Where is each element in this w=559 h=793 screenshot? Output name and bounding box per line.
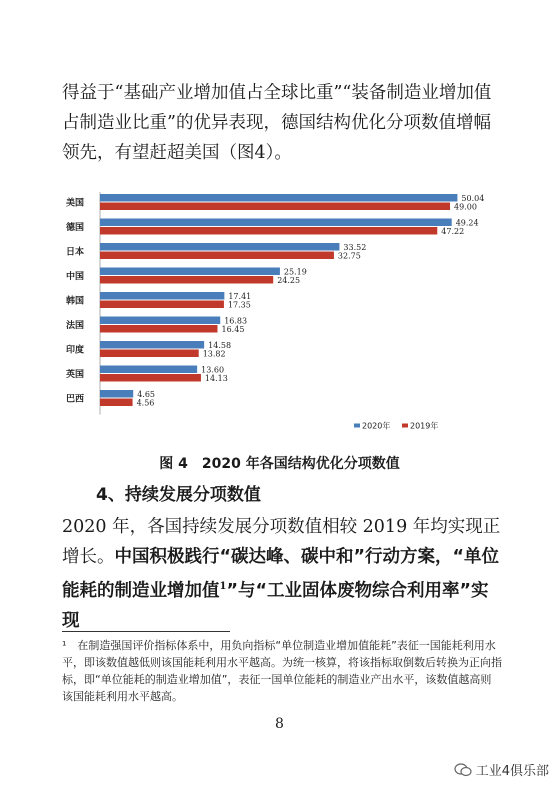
category-label: 中国 <box>66 272 85 282</box>
footnote-divider <box>62 631 230 632</box>
data-label: 14.13 <box>204 374 228 383</box>
data-label: 13.60 <box>201 365 225 375</box>
bar-2019 <box>100 325 218 333</box>
bar-2020 <box>100 194 457 202</box>
bar-2020 <box>100 243 339 251</box>
page-number: 8 <box>275 716 284 732</box>
data-label: 47.22 <box>441 227 465 236</box>
bar-2020 <box>100 341 204 349</box>
footnote: ¹ 在制造强国评价指标体系中，用负向指标“单位制造业增加值能耗”表征一国能耗利用水平，即该数值越低则该国能耗利用水平越高。为统一核算，将该指标取倒数后转换为正向指标，即“单位能耗的制造业增加值”，表征一国单位能耗的制造业产出水平，该数值越高则该国能耗利用水平越高。 <box>62 639 502 703</box>
body-paragraph <box>62 512 502 636</box>
data-label: 25.19 <box>283 267 307 277</box>
data-label: 49.24 <box>455 218 479 228</box>
data-label: 4.65 <box>137 390 156 399</box>
data-label: 49.00 <box>454 202 477 212</box>
data-label: 4.56 <box>136 398 155 408</box>
data-label: 24.25 <box>277 276 301 285</box>
bar-2020 <box>100 366 197 374</box>
legend-label: 2019年 <box>410 421 439 431</box>
category-label: 巴西 <box>66 394 85 405</box>
paragraph-bold-text-2: ”与“工业固体废物综合利用率”实现 <box>62 580 489 631</box>
legend-label: 2020年 <box>362 421 391 431</box>
category-label: 法国 <box>66 321 85 331</box>
wechat-icon <box>454 763 472 777</box>
bar-2020 <box>100 317 220 325</box>
bar-2020 <box>100 268 280 276</box>
bar-2019 <box>100 203 450 211</box>
bar-2019 <box>100 276 273 284</box>
data-label: 13.82 <box>202 349 226 359</box>
data-label: 16.83 <box>224 316 248 326</box>
legend-swatch <box>402 424 408 428</box>
category-label: 美国 <box>66 198 85 209</box>
category-label: 韩国 <box>66 296 85 307</box>
data-label: 14.58 <box>208 341 232 350</box>
bar-2019 <box>100 399 133 407</box>
data-label: 17.41 <box>228 292 252 301</box>
bar-2019 <box>100 227 437 235</box>
legend-swatch <box>354 424 360 428</box>
category-label: 日本 <box>66 247 85 258</box>
watermark-text: 工业4俱乐部 <box>475 764 549 779</box>
bar-2020 <box>100 219 452 227</box>
section-heading: 4、持续发展分项数值 <box>96 485 261 505</box>
footnote-marker: 1 <box>219 581 227 592</box>
data-label: 32.75 <box>337 251 361 261</box>
data-label: 17.35 <box>227 300 251 310</box>
bar-2019 <box>100 350 199 358</box>
paragraph-bold-text: 中国积极践行“碳达峰、碳中和”行动方案，“单位能耗的制造业增加值 <box>62 547 500 601</box>
bar-2020 <box>100 292 224 300</box>
wechat-watermark <box>454 760 549 779</box>
figure-caption: 图 4 2020 年各国结构优化分项数值 <box>159 456 400 472</box>
category-label: 印度 <box>66 345 85 356</box>
structure-optimization-chart <box>54 188 510 446</box>
data-label: 33.52 <box>343 243 367 252</box>
bar-2019 <box>100 374 201 382</box>
category-label: 德国 <box>66 223 85 233</box>
bar-2019 <box>100 252 334 260</box>
bar-2020 <box>100 390 133 398</box>
data-label: 16.45 <box>221 325 245 334</box>
bar-2019 <box>100 301 224 309</box>
intro-paragraph: 得益于“基础产业增加值占全球比重”“装备制造业增加值占制造业比重”的优异表现，德国结构优化分项数值增幅领先，有望赶超美国（图4）。 <box>62 83 492 163</box>
paragraph-plain-text: 2020 年，各国持续发展分项数值相较 2019 年均实现正增长。 <box>62 517 501 567</box>
category-label: 英国 <box>66 370 85 380</box>
data-label: 50.04 <box>461 194 485 203</box>
